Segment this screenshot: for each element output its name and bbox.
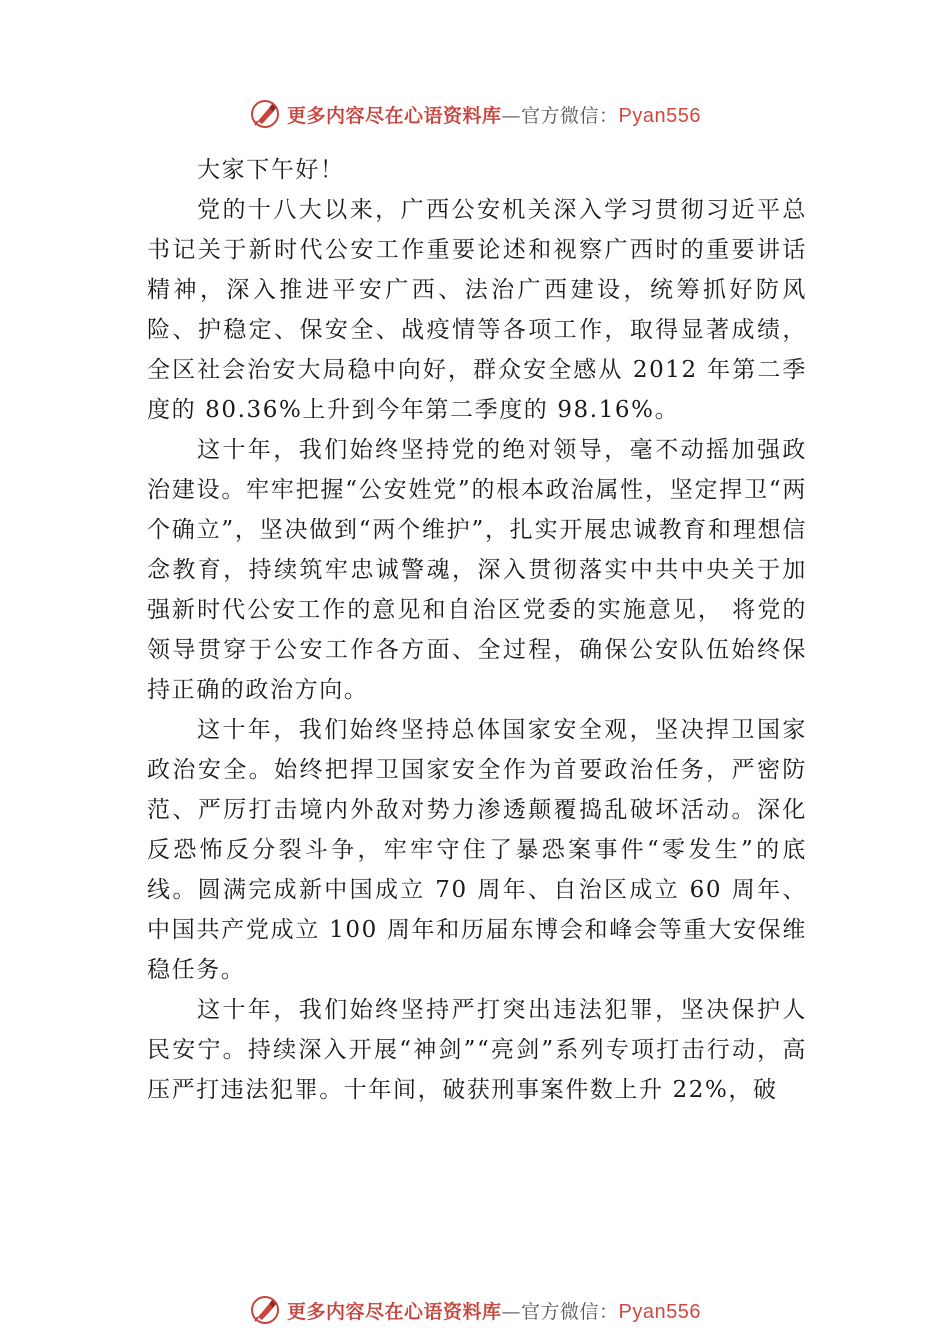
document-body — [147, 150, 807, 1110]
banner-dash: — — [501, 1300, 522, 1323]
banner-text — [287, 1297, 701, 1324]
banner-wechat-id: Pyan556 — [618, 1300, 701, 1323]
paragraph-greeting: 大家下午好！ — [197, 157, 345, 183]
banner-wechat-id: Pyan556 — [618, 104, 701, 127]
pen-nib-logo-icon — [249, 1294, 281, 1326]
pen-nib-logo-icon — [249, 98, 281, 130]
banner-wechat-label: 官方微信： — [521, 1300, 619, 1323]
banner-wechat-label: 官方微信： — [521, 104, 619, 127]
paragraph-crime-crackdown: 这十年，我们始终坚持严打突出违法犯罪，坚决保护人民安宁。持续深入开展“神剑”“亮剑”系列专项打击行动，高压严打违法犯罪。十年间，破获刑事案件数上升 22%，破 — [147, 997, 807, 1103]
banner-dash: — — [501, 104, 522, 127]
paragraph-party-leadership: 这十年，我们始终坚持党的绝对领导，毫不动摇加强政治建设。牢牢把握“公安姓党”的根本政治属性，坚定捍卫“两个确立”，坚决做到“两个维护”，扎实开展忠诚教育和理想信念教育，持续筑牢忠诚警魂，深入贯彻落实中共中央关于加强新时代公安工作的意见和自治区党委的实施意见， 将党的领导贯穿于公安工作各方面、全过程，确保公安队伍始终保持正确的政治方向。 — [147, 437, 807, 703]
banner-site-name: 更多内容尽在心语资料库 — [287, 1300, 502, 1323]
banner-text — [287, 101, 701, 128]
header-banner — [0, 94, 950, 134]
paragraph-national-security: 这十年，我们始终坚持总体国家安全观，坚决捍卫国家政治安全。始终把捍卫国家安全作为首要政治任务，严密防范、严厉打击境内外敌对势力渗透颠覆捣乱破坏活动。深化反恐怖反分裂斗争，牢牢守住了暴恐案事件“零发生”的底线。圆满完成新中国成立 70 周年、自治区成立 60 周年、中国共产党成立 100 周年和历届东博会和峰会等重大安保维稳任务。 — [147, 717, 807, 983]
footer-banner — [0, 1290, 950, 1330]
paragraph-intro: 党的十八大以来，广西公安机关深入学习贯彻习近平总书记关于新时代公安工作重要论述和视察广西时的重要讲话精神，深入推进平安广西、法治广西建设，统筹抓好防风险、护稳定、保安全、战疫情等各项工作，取得显著成绩， 全区社会治安大局稳中向好，群众安全感从 2012 年第二季度的 80.36%上升到今年第二季度的 98.16%。 — [147, 197, 807, 423]
banner-site-name: 更多内容尽在心语资料库 — [287, 104, 502, 127]
